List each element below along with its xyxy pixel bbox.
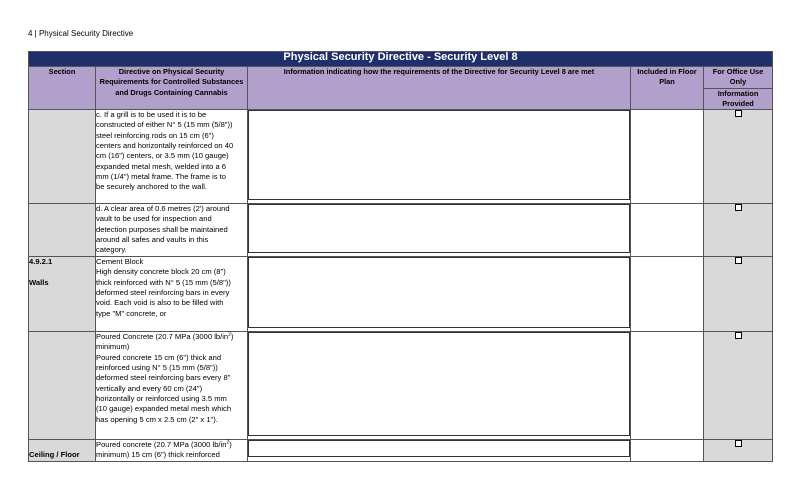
directive-line: minimum) 15 cm (6") thick reinforced — [96, 450, 220, 460]
office-use-cell — [704, 110, 773, 204]
directive-line: steel reinforcing rods on 15 cm (6") — [96, 130, 214, 140]
table-row — [29, 204, 773, 257]
section-label: 4.9.2.1 — [29, 257, 53, 267]
directive-table — [28, 51, 773, 462]
header-office-use: For Office Use Only — [704, 67, 773, 89]
table-row — [29, 257, 773, 332]
directive-line: Cement Block — [96, 257, 144, 267]
directive-line: deformed steel reinforcing bars in every — [96, 288, 230, 298]
information-input[interactable] — [248, 110, 630, 200]
section-label: Ceiling / Floor — [29, 450, 80, 460]
directive-line: cm (16") centers, or 3.5 mm (10 gauge) — [96, 151, 229, 161]
directive-line: type "M" concrete, or — [96, 308, 167, 318]
info-provided-checkbox[interactable] — [735, 440, 742, 447]
directive-line: (10 gauge) expanded metal mesh which — [96, 404, 232, 414]
information-input[interactable] — [248, 440, 630, 457]
info-provided-checkbox[interactable] — [735, 110, 742, 117]
information-input[interactable] — [248, 257, 630, 328]
section-cell — [29, 204, 96, 257]
office-use-cell — [704, 332, 773, 440]
header-information: Information indicating how the requirements of the Directive for Security Level 8 are met — [248, 67, 631, 110]
section-label — [29, 440, 95, 450]
info-provided-checkbox[interactable] — [735, 204, 742, 211]
directive-cell — [96, 204, 248, 257]
information-input[interactable] — [248, 332, 630, 436]
header-info-provided: Information Provided — [704, 88, 773, 110]
office-use-cell — [704, 204, 773, 257]
header-directive: Directive on Physical Security Requirements for Controlled Substances and Drugs Containing Cannabis — [96, 67, 248, 110]
table-body — [29, 110, 773, 462]
table-title: Physical Security Directive - Security Level 8 — [29, 52, 773, 67]
section-label — [29, 204, 95, 214]
header-section: Section — [29, 67, 96, 110]
directive-cell — [96, 332, 248, 440]
directive-cell — [96, 440, 248, 462]
floor-plan-cell[interactable] — [631, 204, 704, 257]
directive-line: Poured concrete 15 cm (6") thick and — [96, 352, 222, 362]
directive-line: thick reinforced with N° 5 (15 mm (5/8")) — [96, 277, 231, 287]
directive-line: constructed of either N° 5 (15 mm (5/8")) — [96, 120, 233, 130]
info-cell — [248, 257, 631, 332]
section-label: Walls — [29, 277, 49, 287]
information-input[interactable] — [248, 204, 630, 253]
directive-line: has opening 5 cm x 2.5 cm (2" x 1"). — [96, 414, 218, 424]
directive-line: void. Each void is also to be filled with — [96, 298, 224, 308]
section-cell — [29, 110, 96, 204]
floor-plan-cell[interactable] — [631, 110, 704, 204]
section-label — [29, 267, 95, 277]
superscript: 2 — [228, 331, 231, 338]
office-use-cell — [704, 257, 773, 332]
superscript: 2 — [226, 439, 230, 446]
directive-line: detection purposes shall be maintained — [96, 224, 228, 234]
table-row — [29, 110, 773, 204]
directive-line: be securely anchored to the wall. — [96, 182, 208, 192]
directive-line: minimum) — [96, 342, 130, 352]
page-header: 4 | Physical Security Directive — [28, 29, 134, 38]
floor-plan-cell[interactable] — [631, 440, 704, 462]
section-cell — [29, 332, 96, 440]
directive-line: vault to be used for inspection and — [96, 214, 212, 224]
table-row — [29, 332, 773, 440]
info-cell — [248, 332, 631, 440]
directive-line: mm (1/4") metal frame. The frame is to — [96, 171, 226, 181]
header-floor-plan: Included in Floor Plan — [631, 67, 704, 110]
directive-line: reinforced using N° 5 (15 mm (5/8")) — [96, 363, 218, 373]
floor-plan-cell[interactable] — [631, 332, 704, 440]
directive-line: c. If a grill is to be used it is to be — [96, 110, 207, 120]
office-use-cell — [704, 440, 773, 462]
directive-line: Poured Concrete (20.7 MPa (3000 $lb/in^2$) — [96, 331, 234, 342]
directive-line: vertically and every 60 cm (24") — [96, 383, 203, 393]
directive-line: High density concrete block 20 cm (8") — [96, 267, 226, 277]
directive-line: d. A clear area of 0.6 metres (2') around — [96, 204, 230, 214]
section-label — [29, 120, 95, 130]
info-cell — [248, 110, 631, 204]
directive-line: category. — [96, 245, 127, 255]
directive-line: Poured concrete (20.7 MPa (3000 $lb/in^2$) — [96, 439, 232, 450]
section-cell — [29, 440, 96, 462]
directive-line: centers and horizontally reinforced on 40 — [96, 141, 234, 151]
floor-plan-cell[interactable] — [631, 257, 704, 332]
directive-line: deformed steel reinforcing bars every 8" — [96, 373, 231, 383]
directive-line: horizontally or reinforced using 3.5 mm — [96, 393, 227, 403]
directive-line: expanded metal mesh, welded into a 6 — [96, 161, 227, 171]
directive-line: around all safes and vaults in this — [96, 235, 209, 245]
section-cell — [29, 257, 96, 332]
directive-cell — [96, 110, 248, 204]
info-provided-checkbox[interactable] — [735, 332, 742, 339]
section-label — [29, 110, 95, 120]
info-provided-checkbox[interactable] — [735, 257, 742, 264]
table-row — [29, 440, 773, 462]
directive-cell — [96, 257, 248, 332]
section-label — [29, 332, 95, 342]
info-cell — [248, 204, 631, 257]
info-cell — [248, 440, 631, 462]
